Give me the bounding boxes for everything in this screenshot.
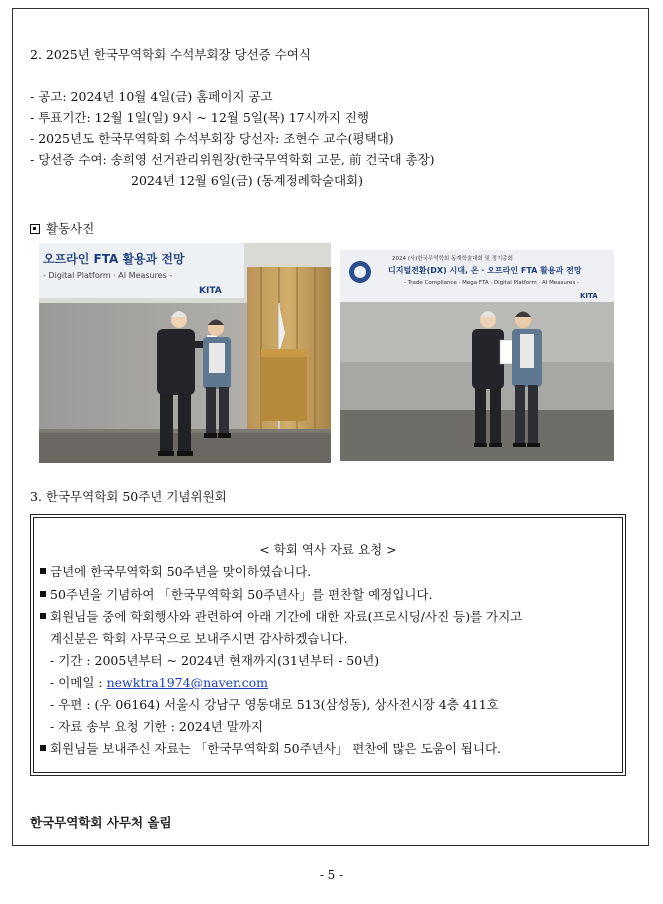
box-line-period: - 기간 : 2005년부터 ~ 2024년 현재까지(31년부터 - 50년) xyxy=(50,653,380,668)
history-request-box xyxy=(30,514,626,776)
box-line-request-cont: 계신분은 학회 사무국으로 보내주시면 감사하겠습니다. xyxy=(50,631,348,646)
award-line: - 당선증 수여: 송희영 선거관리위원장(한국무역학회 고문, 前 건국대 총장) xyxy=(30,152,435,167)
right-banner-subtitle: - Trade Compliance · Mega FTA · Digital Platform · AI Measures - xyxy=(404,280,580,286)
square-bullet-icon xyxy=(40,591,46,597)
square-bullet-icon xyxy=(30,224,40,234)
activity-photo-left xyxy=(39,243,331,463)
winner-line: - 2025년도 한국무역학회 수석부회장 당선자: 조현수 교수(평택대) xyxy=(30,131,394,146)
box-line-anniversary: 금년에 한국무역학회 50주년을 맞이하였습니다. xyxy=(40,562,311,580)
voting-period-line: - 투표기간: 12월 1일(일) 9시 ~ 12월 5일(목) 17시까지 진행 xyxy=(30,110,369,125)
signoff: 한국무역학회 사무처 올림 xyxy=(30,815,172,830)
notice-line: - 공고: 2024년 10월 4일(금) 홈페이지 공고 xyxy=(30,89,273,104)
right-banner-title: 디지털전환(DX) 시대, 온 · 오프라인 FTA 활용과 전망 xyxy=(388,266,582,275)
email-link[interactable]: newktra1974@naver.com xyxy=(106,675,268,690)
section-2-title: 2. 2025년 한국무역학회 수석부회장 당선증 수여식 xyxy=(30,47,311,62)
page-number: - 5 - xyxy=(319,868,344,882)
square-bullet-icon xyxy=(40,745,46,751)
section-3-title: 3. 한국무역학회 50주년 기념위원회 xyxy=(30,489,227,504)
left-banner-title: 오프라인 FTA 활용과 전망 xyxy=(43,252,185,266)
box-line-closing: 회원님들 보내주신 자료는 「한국무역학회 50주년사」 편찬에 많은 도움이 됩니다. xyxy=(40,739,501,757)
box-heading: < 학회 역사 자료 요청 > xyxy=(259,542,397,557)
right-banner-logo: KITA xyxy=(580,292,598,300)
activity-photo-right xyxy=(340,250,614,461)
square-bullet-icon xyxy=(40,613,46,619)
box-line-request: 회원님들 중에 학회행사와 관련하여 아래 기간에 대한 자료(프로시딩/사진 등)를 가지고 xyxy=(40,607,522,625)
box-line-deadline: - 자료 송부 요청 기한 : 2024년 말까지 xyxy=(50,719,263,734)
square-bullet-icon xyxy=(40,568,46,574)
box-line-email: - 이메일 : newktra1974@naver.com xyxy=(50,675,268,690)
box-line-mail: - 우편 : (우 06164) 서울시 강남구 영동대로 513(삼성동), 상사전시장 4층 411호 xyxy=(50,697,499,712)
box-line-compile: 50주년을 기념하여 「한국무역학회 50주년사」를 편찬할 예정입니다. xyxy=(40,585,433,603)
right-banner-event: 2024 (사)한국무역학회 동계학술대회 및 정기총회 xyxy=(392,256,513,262)
photos-heading: 활동사진 xyxy=(30,219,94,237)
award-date-line: 2024년 12월 6일(금) (동계정례학술대회) xyxy=(131,173,363,188)
left-banner-subtitle: - Digital Platform · AI Measures - xyxy=(43,271,173,280)
left-banner-logo: KITA xyxy=(199,286,222,296)
